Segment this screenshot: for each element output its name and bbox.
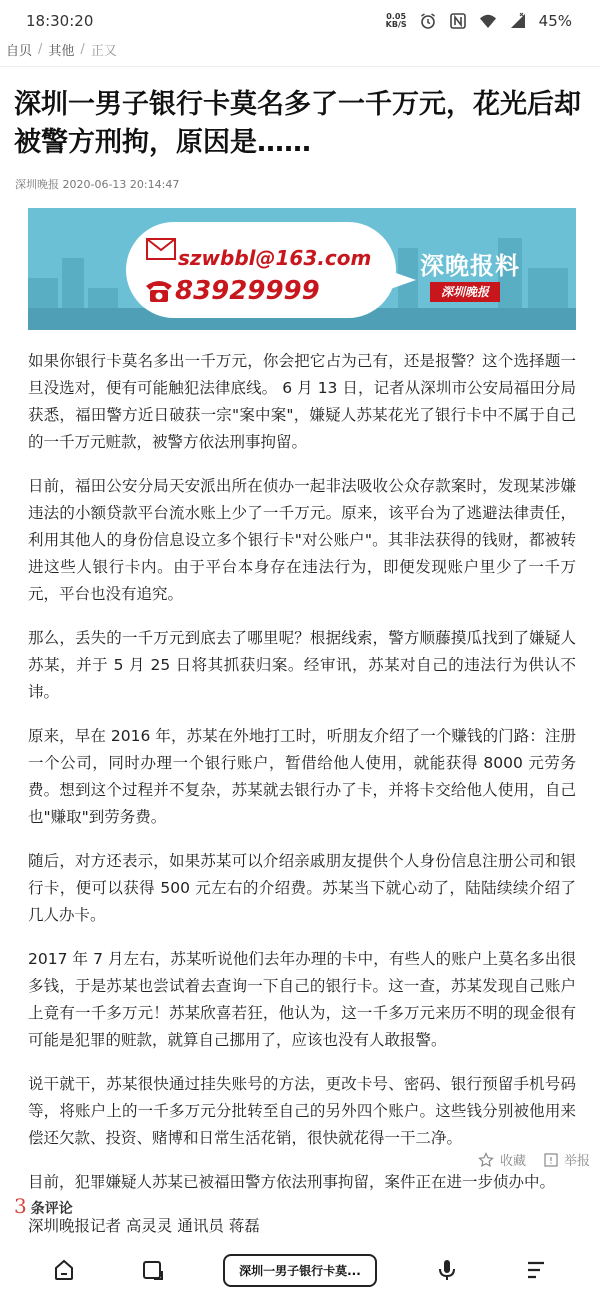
- breadcrumb-separator: /: [38, 42, 43, 57]
- signal-icon: [509, 12, 527, 30]
- net-speed-value: 0.05: [386, 12, 407, 21]
- article-paragraph: 说干就干，苏某很快通过挂失账号的方法，更改卡号、密码、银行预留手机号码等，将账户上的一千多万元分批转至自己的另外四个账户。这些钱分别被他用来偿还欠款、投资、赌博和日常生活花销，很快就花得一干二净。: [28, 1075, 576, 1147]
- article-paragraph: 那么，丢失的一千万元到底去了哪里呢？根据线索，警方顺藤摸瓜找到了嫌疑人苏某，并于 5 月 25 日将其抓获归案。经审讯，苏某对自己的违法行为供认不讳。: [28, 629, 576, 701]
- article-source: 深圳晚报: [15, 178, 59, 191]
- speech-bubble-tail: [376, 266, 416, 294]
- envelope-icon: [146, 238, 176, 262]
- report-label: 举报: [563, 1154, 590, 1169]
- comments-link[interactable]: [14, 1194, 73, 1218]
- page-title-pill[interactable]: 深圳一男子银行卡莫...: [223, 1254, 377, 1287]
- tipoff-banner[interactable]: [28, 208, 576, 330]
- article-body: [28, 348, 576, 1240]
- home-icon: [52, 1258, 76, 1282]
- comment-label: 条评论: [30, 1201, 73, 1217]
- banner-phone: 83929999: [175, 276, 320, 306]
- article-title: 深圳一男子银行卡莫名多了一千万元，花光后却被警方刑拘，原因是……: [14, 89, 581, 158]
- breadcrumb: [6, 40, 117, 59]
- breadcrumb-item-current: 正又: [90, 44, 117, 59]
- wifi-icon: [479, 12, 497, 30]
- article-paragraph: 2017 年 7 月左右，苏某听说他们去年办理的卡中，有些人的账户上莫名多出很多钱，于是苏某也尝试着去查询一下自己的银行卡。这一查，苏某发现自己账户上竟有一千多万元！苏某欣喜若狂，他认为，这一千多万元来历不明的现金很有可能是犯罪的赃款，就算自己挪用了，应该也没有人敢报警。: [28, 950, 576, 1049]
- status-time: 18:30:20: [26, 12, 94, 30]
- status-icons: [386, 12, 572, 30]
- article-paragraph: 原来，早在 2016 年，苏某在外地打工时，听朋友介绍了一个赚钱的门路：注册一个公司，同时办理一个银行账户，暂借给他人使用，就能获得 8000 元劳务费。想到这个过程并不复杂，苏某就去银行办了卡，并将卡交给他人使用，自己也"赚取"到劳务费。: [28, 727, 576, 826]
- nfc-icon: [449, 12, 467, 30]
- breadcrumb-item-other[interactable]: 其他: [48, 44, 75, 59]
- comment-count: 3: [14, 1194, 27, 1218]
- article-byline: 深圳晚报记者 高灵灵 通讯员 蒋磊: [28, 1217, 260, 1235]
- home-button[interactable]: [46, 1252, 82, 1288]
- net-speed-unit: KB/S: [385, 20, 407, 29]
- alarm-icon: [419, 12, 437, 30]
- article-meta: [15, 176, 179, 192]
- banner-brand: 深晚报料: [420, 252, 520, 280]
- telephone-icon: [144, 276, 174, 304]
- status-bar: [0, 0, 600, 42]
- report-button[interactable]: [544, 1150, 590, 1169]
- star-icon: [478, 1152, 494, 1168]
- battery-percent: 45%: [538, 12, 572, 30]
- menu-button[interactable]: [518, 1252, 554, 1288]
- article-paragraph: 日前，福田公安分局天安派出所在侦办一起非法吸收公众存款案时，发现某涉嫌违法的小额贷款平台流水账上少了一千万元。原来，该平台为了逃避法律责任，利用其他人的身份信息设立多个银行卡"对公账户"。其非法获得的钱财，都被转进这些人银行卡内。由于平台本身存在违法行为，即便发现账户里少了一千万元，平台也没有追究。: [28, 477, 576, 603]
- breadcrumb-separator: /: [80, 42, 85, 57]
- breadcrumb-item-home[interactable]: 自贝: [6, 44, 33, 59]
- newspaper-logo: 深圳晚报: [430, 282, 500, 302]
- net-speed: [386, 13, 407, 29]
- article-paragraph: 目前，犯罪嫌疑人苏某已被福田警方依法刑事拘留，案件正在进一步侦办中。: [28, 1173, 556, 1191]
- tabs-icon: [141, 1258, 165, 1282]
- report-icon: [544, 1153, 558, 1167]
- article-paragraph: 如果你银行卡莫名多出一千万元，你会把它占为己有，还是报警？这个选择题一旦没选对，便有可能触犯法律底线。 6 月 13 日，记者从深圳市公安局福田分局获悉，福田警方近日破获一宗"案中案"，嫌疑人苏某花光了银行卡中不属于自己的一千万元赃款，被警方依法刑事拘留。: [28, 352, 576, 451]
- favorite-button[interactable]: [478, 1150, 526, 1169]
- bottom-nav-bar: [0, 1240, 600, 1300]
- favorite-label: 收藏: [499, 1154, 526, 1169]
- microphone-icon: [435, 1258, 459, 1282]
- article-paragraph: 随后，对方还表示，如果苏某可以介绍亲戚朋友提供个人身份信息注册公司和银行卡，便可以获得 500 元左右的介绍费。苏某当下就心动了，陆陆续续介绍了几人办卡。: [28, 852, 576, 924]
- menu-icon: [524, 1258, 548, 1282]
- header-divider: [0, 66, 600, 67]
- banner-email: szwbbl@163.com: [178, 246, 372, 270]
- tabs-button[interactable]: [135, 1252, 171, 1288]
- article-actions: [478, 1150, 590, 1169]
- article-datetime: 2020-06-13 20:14:47: [62, 178, 180, 191]
- voice-button[interactable]: [429, 1252, 465, 1288]
